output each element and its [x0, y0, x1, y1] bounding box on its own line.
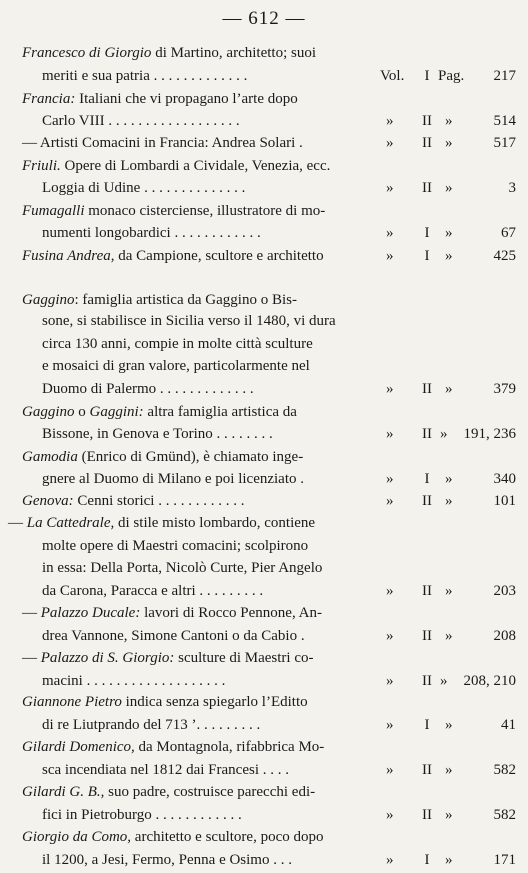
index-line	[0, 512, 528, 535]
entry-description: Bissone, in Genova e Torino . . . . . . . .	[42, 426, 273, 442]
page-reference: 340	[493, 471, 516, 487]
index-line	[0, 602, 528, 625]
entry-text	[22, 289, 297, 312]
page-reference: 208, 210	[463, 673, 516, 689]
index-line	[0, 378, 528, 401]
page-reference: 379	[493, 381, 516, 397]
entry-description: sone, si stabilisce in Sicilia verso il 1480, vi dura	[42, 313, 336, 329]
index-line	[0, 333, 528, 356]
entry-description: altra famiglia artistica da	[143, 404, 297, 420]
entry-text	[8, 512, 315, 535]
entry-description: Duomo di Palermo . . . . . . . . . . . . .	[42, 381, 254, 397]
entry-description: Cenni storici . . . . . . . . . . . .	[73, 493, 245, 509]
entry-text	[22, 401, 297, 424]
page-number: — 612 —	[222, 8, 306, 29]
entry-description: o	[74, 404, 90, 420]
entry-text	[22, 736, 324, 759]
index-line	[0, 468, 528, 491]
index-line	[0, 490, 528, 513]
entry-heading: Francesco di Giorgio	[22, 45, 152, 61]
entry-description: : famiglia artistica da Gaggino o Bis-	[74, 292, 297, 308]
index-line	[0, 849, 528, 872]
entry-heading: Giorgio da Como,	[22, 829, 132, 845]
entry-description: (Enrico di Gmünd), è chiamato inge-	[77, 449, 304, 465]
vol-label: Vol.	[380, 68, 405, 84]
page-reference: 203	[493, 583, 516, 599]
index-line	[0, 65, 528, 88]
page-reference: 517	[493, 135, 516, 151]
ditto-mark: »	[386, 180, 394, 196]
entry-description: Italiani che vi propagano l’arte dopo	[75, 91, 298, 107]
index-line	[0, 691, 528, 714]
entry-text	[42, 557, 322, 580]
entry-text	[42, 355, 310, 378]
index-line	[0, 826, 528, 849]
volume-number: I	[424, 225, 430, 241]
entry-description: Opere di Lombardi a Cividale, Venezia, ecc.	[60, 158, 331, 174]
entry-description: —	[22, 605, 41, 621]
index-line	[0, 355, 528, 378]
volume-number: II	[422, 493, 432, 509]
entry-heading: Palazzo di S. Giorgio:	[40, 650, 175, 666]
entry-heading: Gamodia	[22, 449, 78, 465]
entry-text	[42, 333, 313, 356]
volume-number: I	[424, 248, 430, 264]
entry-description: indica senza spiegarlo l’Editto	[121, 694, 308, 710]
entry-description: drea Vannone, Simone Cantoni o da Cabio .	[42, 628, 305, 644]
entry-description: di stile misto lombardo, contiene	[114, 515, 316, 531]
ditto-mark: »	[386, 583, 394, 599]
entry-heading: Gilardi G. B.,	[22, 784, 105, 800]
ditto-mark: »	[445, 628, 453, 644]
index-line	[0, 557, 528, 580]
entry-heading: Fumagalli	[22, 203, 85, 219]
ditto-mark: »	[386, 673, 394, 689]
entry-description: di Martino, architetto; suoi	[151, 45, 316, 61]
entry-description: in essa: Della Porta, Nicolò Curte, Pier Angelo	[42, 560, 323, 576]
entry-text	[42, 310, 336, 333]
ditto-mark: »	[386, 852, 394, 868]
page-reference: 208	[493, 628, 516, 644]
ditto-mark: »	[445, 583, 453, 599]
ditto-mark: »	[386, 113, 394, 129]
volume-number: II	[422, 135, 432, 151]
volume-number: II	[422, 381, 432, 397]
volume-number: II	[422, 180, 432, 196]
ditto-mark: »	[445, 248, 453, 264]
ditto-mark: »	[445, 225, 453, 241]
page-reference: 171	[493, 852, 516, 868]
index-line	[0, 110, 528, 133]
index-line	[0, 535, 528, 558]
index-line	[0, 759, 528, 782]
entry-description: sca incendiata nel 1812 dai Francesi . . . .	[42, 762, 290, 778]
ditto-mark: »	[440, 673, 448, 689]
ditto-mark: »	[445, 135, 453, 151]
entry-text	[22, 132, 303, 155]
index-line	[0, 580, 528, 603]
entry-description: Loggia di Udine . . . . . . . . . . . . . .	[42, 180, 246, 196]
ditto-mark: »	[445, 113, 453, 129]
index-line	[0, 736, 528, 759]
ditto-mark: »	[445, 471, 453, 487]
page-reference: 425	[493, 248, 516, 264]
entry-description: architetto e scultore, poco dopo	[131, 829, 324, 845]
ditto-mark: »	[386, 248, 394, 264]
entry-text	[42, 625, 305, 648]
entry-heading: Gaggino	[22, 404, 75, 420]
entry-heading: Fusina Andrea,	[22, 248, 115, 264]
entry-text	[22, 781, 315, 804]
entry-heading: Gilardi Domenico,	[22, 739, 135, 755]
entry-heading: Gaggino	[22, 292, 75, 308]
entry-text	[42, 378, 254, 401]
entry-heading: Giannone Pietro	[22, 694, 122, 710]
entry-text	[22, 155, 330, 178]
entry-text	[42, 580, 263, 603]
entry-description: numenti longobardici . . . . . . . . . . . .	[42, 225, 261, 241]
entry-heading: Palazzo Ducale:	[40, 605, 141, 621]
ditto-mark: »	[445, 493, 453, 509]
ditto-mark: »	[440, 426, 448, 442]
ditto-mark: »	[386, 493, 394, 509]
entry-text	[22, 88, 298, 111]
entry-text	[22, 200, 325, 223]
ditto-mark: »	[386, 225, 394, 241]
ditto-mark: »	[386, 628, 394, 644]
index-line	[0, 132, 528, 155]
entry-text	[22, 446, 303, 469]
index-line	[0, 804, 528, 827]
entry-text	[22, 245, 324, 268]
entry-text	[42, 423, 273, 446]
index-line	[0, 88, 528, 111]
entry-heading: Friuli.	[22, 158, 61, 174]
index-line	[0, 446, 528, 469]
entry-text	[42, 670, 225, 693]
index-line	[0, 670, 528, 693]
ditto-mark: »	[445, 180, 453, 196]
ditto-mark: »	[386, 135, 394, 151]
volume-number: I	[424, 852, 430, 868]
entry-text	[42, 714, 260, 737]
volume-number: I	[424, 717, 430, 733]
index-line	[0, 647, 528, 670]
ditto-mark: »	[445, 807, 453, 823]
entry-description: e mosaici di gran valore, particolarmente nel	[42, 358, 310, 374]
entry-description: da Carona, Paracca e altri . . . . . . . . .	[42, 583, 264, 599]
index-line	[0, 625, 528, 648]
entry-text	[22, 42, 316, 65]
volume-number: II	[422, 673, 432, 689]
page-reference: 101	[493, 493, 516, 509]
index-line	[0, 155, 528, 178]
volume-number: II	[422, 426, 432, 442]
index-line	[0, 200, 528, 223]
entry-description: da Montagnola, rifabbrica Mo-	[134, 739, 325, 755]
entry-description: il 1200, a Jesi, Fermo, Penna e Osimo . . .	[42, 852, 292, 868]
page-reference: 191, 236	[463, 426, 516, 442]
page-reference: 3	[508, 180, 516, 196]
ditto-mark: »	[386, 807, 394, 823]
entry-description: —	[8, 515, 27, 531]
index-line	[0, 177, 528, 200]
entry-heading: Genova:	[22, 493, 74, 509]
entry-description: Carlo VIII . . . . . . . . . . . . . . . . . .	[42, 113, 240, 129]
entry-description: suo padre, costruisce parecchi edi-	[104, 784, 316, 800]
entry-text	[22, 691, 308, 714]
entry-description: meriti e sua patria . . . . . . . . . . . . .	[42, 68, 248, 84]
entry-description: lavori di Rocco Pennone, An-	[140, 605, 322, 621]
index-line	[0, 289, 528, 312]
index-line	[0, 714, 528, 737]
volume-number: II	[422, 762, 432, 778]
entry-heading: La Cattedrale,	[26, 515, 115, 531]
entry-text	[42, 222, 261, 245]
index-line	[0, 401, 528, 424]
volume-number: I	[424, 68, 430, 84]
entry-description: macini . . . . . . . . . . . . . . . . . . .	[42, 673, 226, 689]
entry-text	[22, 647, 314, 670]
entry-description: circa 130 anni, compie in molte città sculture	[42, 336, 313, 352]
index-line	[0, 42, 528, 65]
index-line	[0, 245, 528, 268]
ditto-mark: »	[386, 426, 394, 442]
volume-number: II	[422, 113, 432, 129]
entry-description: — Artisti Comacini in Francia: Andrea Solari .	[22, 135, 303, 151]
entry-description: sculture di Maestri co-	[174, 650, 314, 666]
entry-text	[22, 602, 322, 625]
entry-text	[42, 65, 247, 88]
entry-description: di re Liutprando del 713 ’. . . . . . . . .	[42, 717, 261, 733]
entry-description: da Campione, scultore e architetto	[114, 248, 324, 264]
ditto-mark: »	[386, 381, 394, 397]
page-reference: 582	[493, 807, 516, 823]
volume-number: II	[422, 807, 432, 823]
entry-heading: Gaggini:	[89, 404, 144, 420]
entry-text	[22, 490, 244, 513]
entry-description: gnere al Duomo di Milano e poi licenziato .	[42, 471, 305, 487]
index-line	[0, 423, 528, 446]
volume-number: II	[422, 583, 432, 599]
entry-description: molte opere di Maestri comacini; scolpirono	[42, 538, 309, 554]
entry-text	[42, 177, 245, 200]
entry-text	[42, 468, 304, 491]
pag-label: Pag.	[438, 68, 465, 84]
page-reference: 217	[493, 68, 516, 84]
ditto-mark: »	[445, 717, 453, 733]
index-line	[0, 781, 528, 804]
index-line	[0, 222, 528, 245]
entry-description: monaco cisterciense, illustratore di mo-	[84, 203, 326, 219]
entry-text	[42, 110, 240, 133]
page-reference: 582	[493, 762, 516, 778]
page-reference: 67	[501, 225, 516, 241]
page-reference: 514	[493, 113, 516, 129]
ditto-mark: »	[445, 852, 453, 868]
entry-text	[42, 849, 292, 872]
ditto-mark: »	[386, 717, 394, 733]
entry-description: fici in Pietroburgo . . . . . . . . . . . .	[42, 807, 242, 823]
entry-heading: Francia:	[22, 91, 76, 107]
ditto-mark: »	[386, 471, 394, 487]
entry-text	[22, 826, 323, 849]
entry-text	[42, 759, 289, 782]
entry-text	[42, 804, 242, 827]
ditto-mark: »	[386, 762, 394, 778]
volume-number: I	[424, 471, 430, 487]
entry-text	[42, 535, 308, 558]
ditto-mark: »	[445, 381, 453, 397]
page-reference: 41	[501, 717, 516, 733]
entry-description: —	[22, 650, 41, 666]
volume-number: II	[422, 628, 432, 644]
index-line	[0, 310, 528, 333]
ditto-mark: »	[445, 762, 453, 778]
